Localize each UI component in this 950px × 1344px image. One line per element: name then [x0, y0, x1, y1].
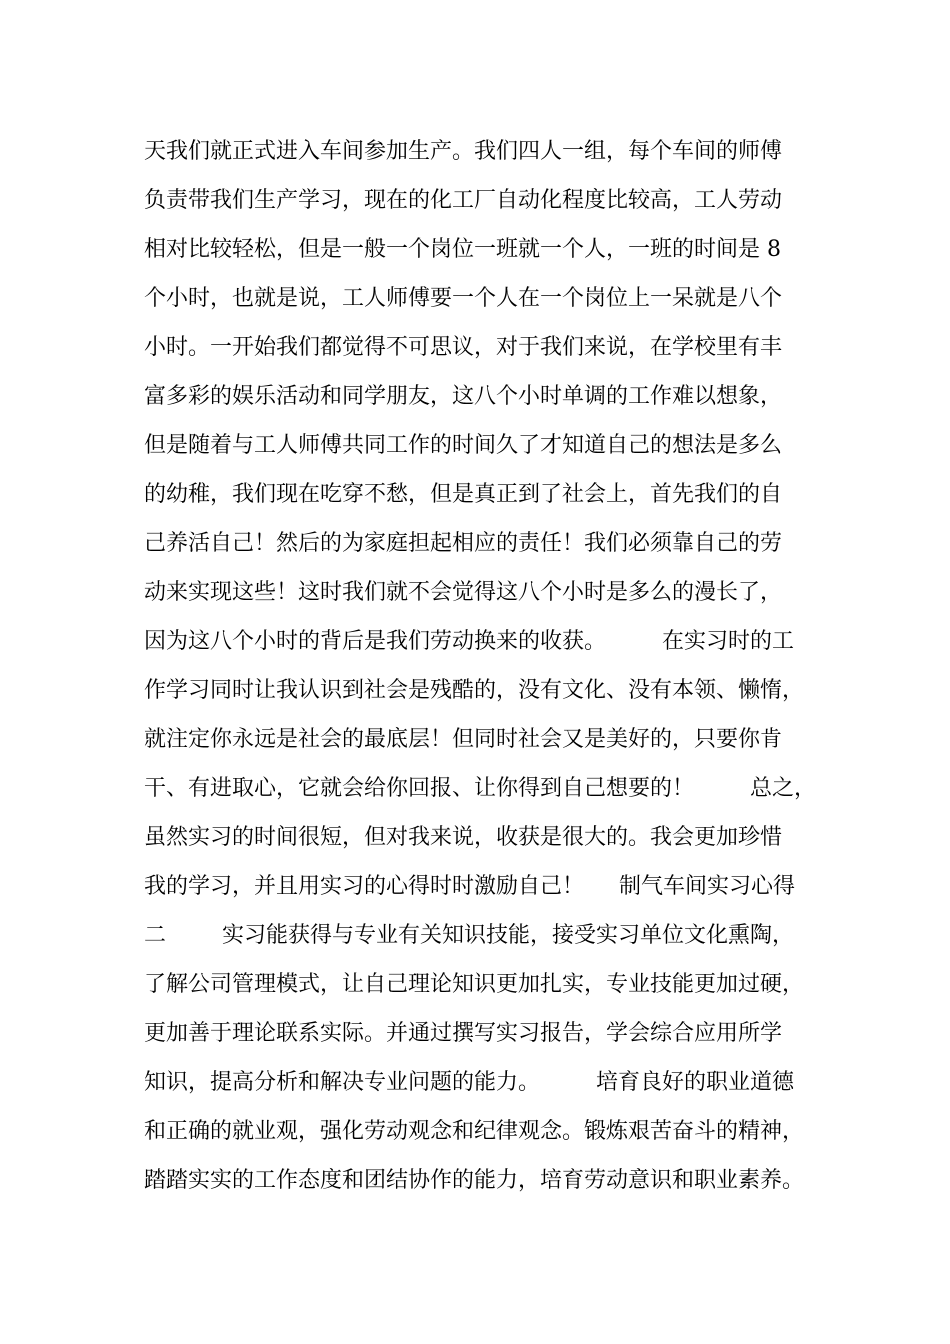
text-line: 我的学习，并且用实习的心得时时激励自己！ 制气车间实习心得: [144, 874, 795, 899]
text-line: 小时。一开始我们都觉得不可思议，对于我们来说，在学校里有丰: [144, 335, 783, 360]
text-line: 富多彩的娱乐活动和同学朋友，这八个小时单调的工作难以想象，: [144, 384, 783, 409]
text-line: 就注定你永远是社会的最底层！但同时社会又是美好的，只要你肯: [144, 727, 783, 752]
text-line: 相对比较轻松，但是一般一个岗位一班就一个人，一班的时间是 8: [144, 237, 781, 262]
text-line: 动来实现这些！这时我们就不会觉得这八个小时是多么的漫长了，: [144, 580, 783, 605]
text-line: 更加善于理论联系实际。并通过撰写实习报告，学会综合应用所学: [144, 1021, 783, 1046]
text-line: 负责带我们生产学习，现在的化工厂自动化程度比较高，工人劳动: [144, 188, 783, 213]
text-line: 干、有进取心，它就会给你回报、让你得到自己想要的！ 总之，: [144, 776, 816, 801]
text-line: 二 实习能获得与专业有关知识技能，接受实习单位文化熏陶，: [144, 923, 794, 948]
text-line: 知识，提高分析和解决专业问题的能力。 培育良好的职业道德: [144, 1070, 794, 1095]
text-line: 了解公司管理模式，让自己理论知识更加扎实，专业技能更加过硬，: [144, 972, 805, 997]
document-body: [144, 134, 824, 1212]
text-line: 因为这八个小时的背后是我们劳动换来的收获。 在实习时的工: [144, 629, 794, 654]
text-line: 天我们就正式进入车间参加生产。我们四人一组，每个车间的师傅: [144, 139, 783, 164]
text-line: 踏踏实实的工作态度和团结协作的能力，培育劳动意识和职业素养。: [144, 1168, 805, 1193]
text-line: 虽然实习的时间很短，但对我来说，收获是很大的。我会更加珍惜: [144, 825, 783, 850]
text-line: 个小时，也就是说，工人师傅要一个人在一个岗位上一呆就是八个: [144, 286, 783, 311]
text-line: 和正确的就业观，强化劳动观念和纪律观念。锻炼艰苦奋斗的精神，: [144, 1119, 805, 1144]
text-line: 作学习同时让我认识到社会是残酷的，没有文化、没有本领、懒惰，: [144, 678, 805, 703]
text-line: 的幼稚，我们现在吃穿不愁，但是真正到了社会上，首先我们的自: [144, 482, 783, 507]
text-line: 己养活自己！然后的为家庭担起相应的责任！我们必须靠自己的劳: [144, 531, 783, 556]
text-line: 但是随着与工人师傅共同工作的时间久了才知道自己的想法是多么: [144, 433, 783, 458]
